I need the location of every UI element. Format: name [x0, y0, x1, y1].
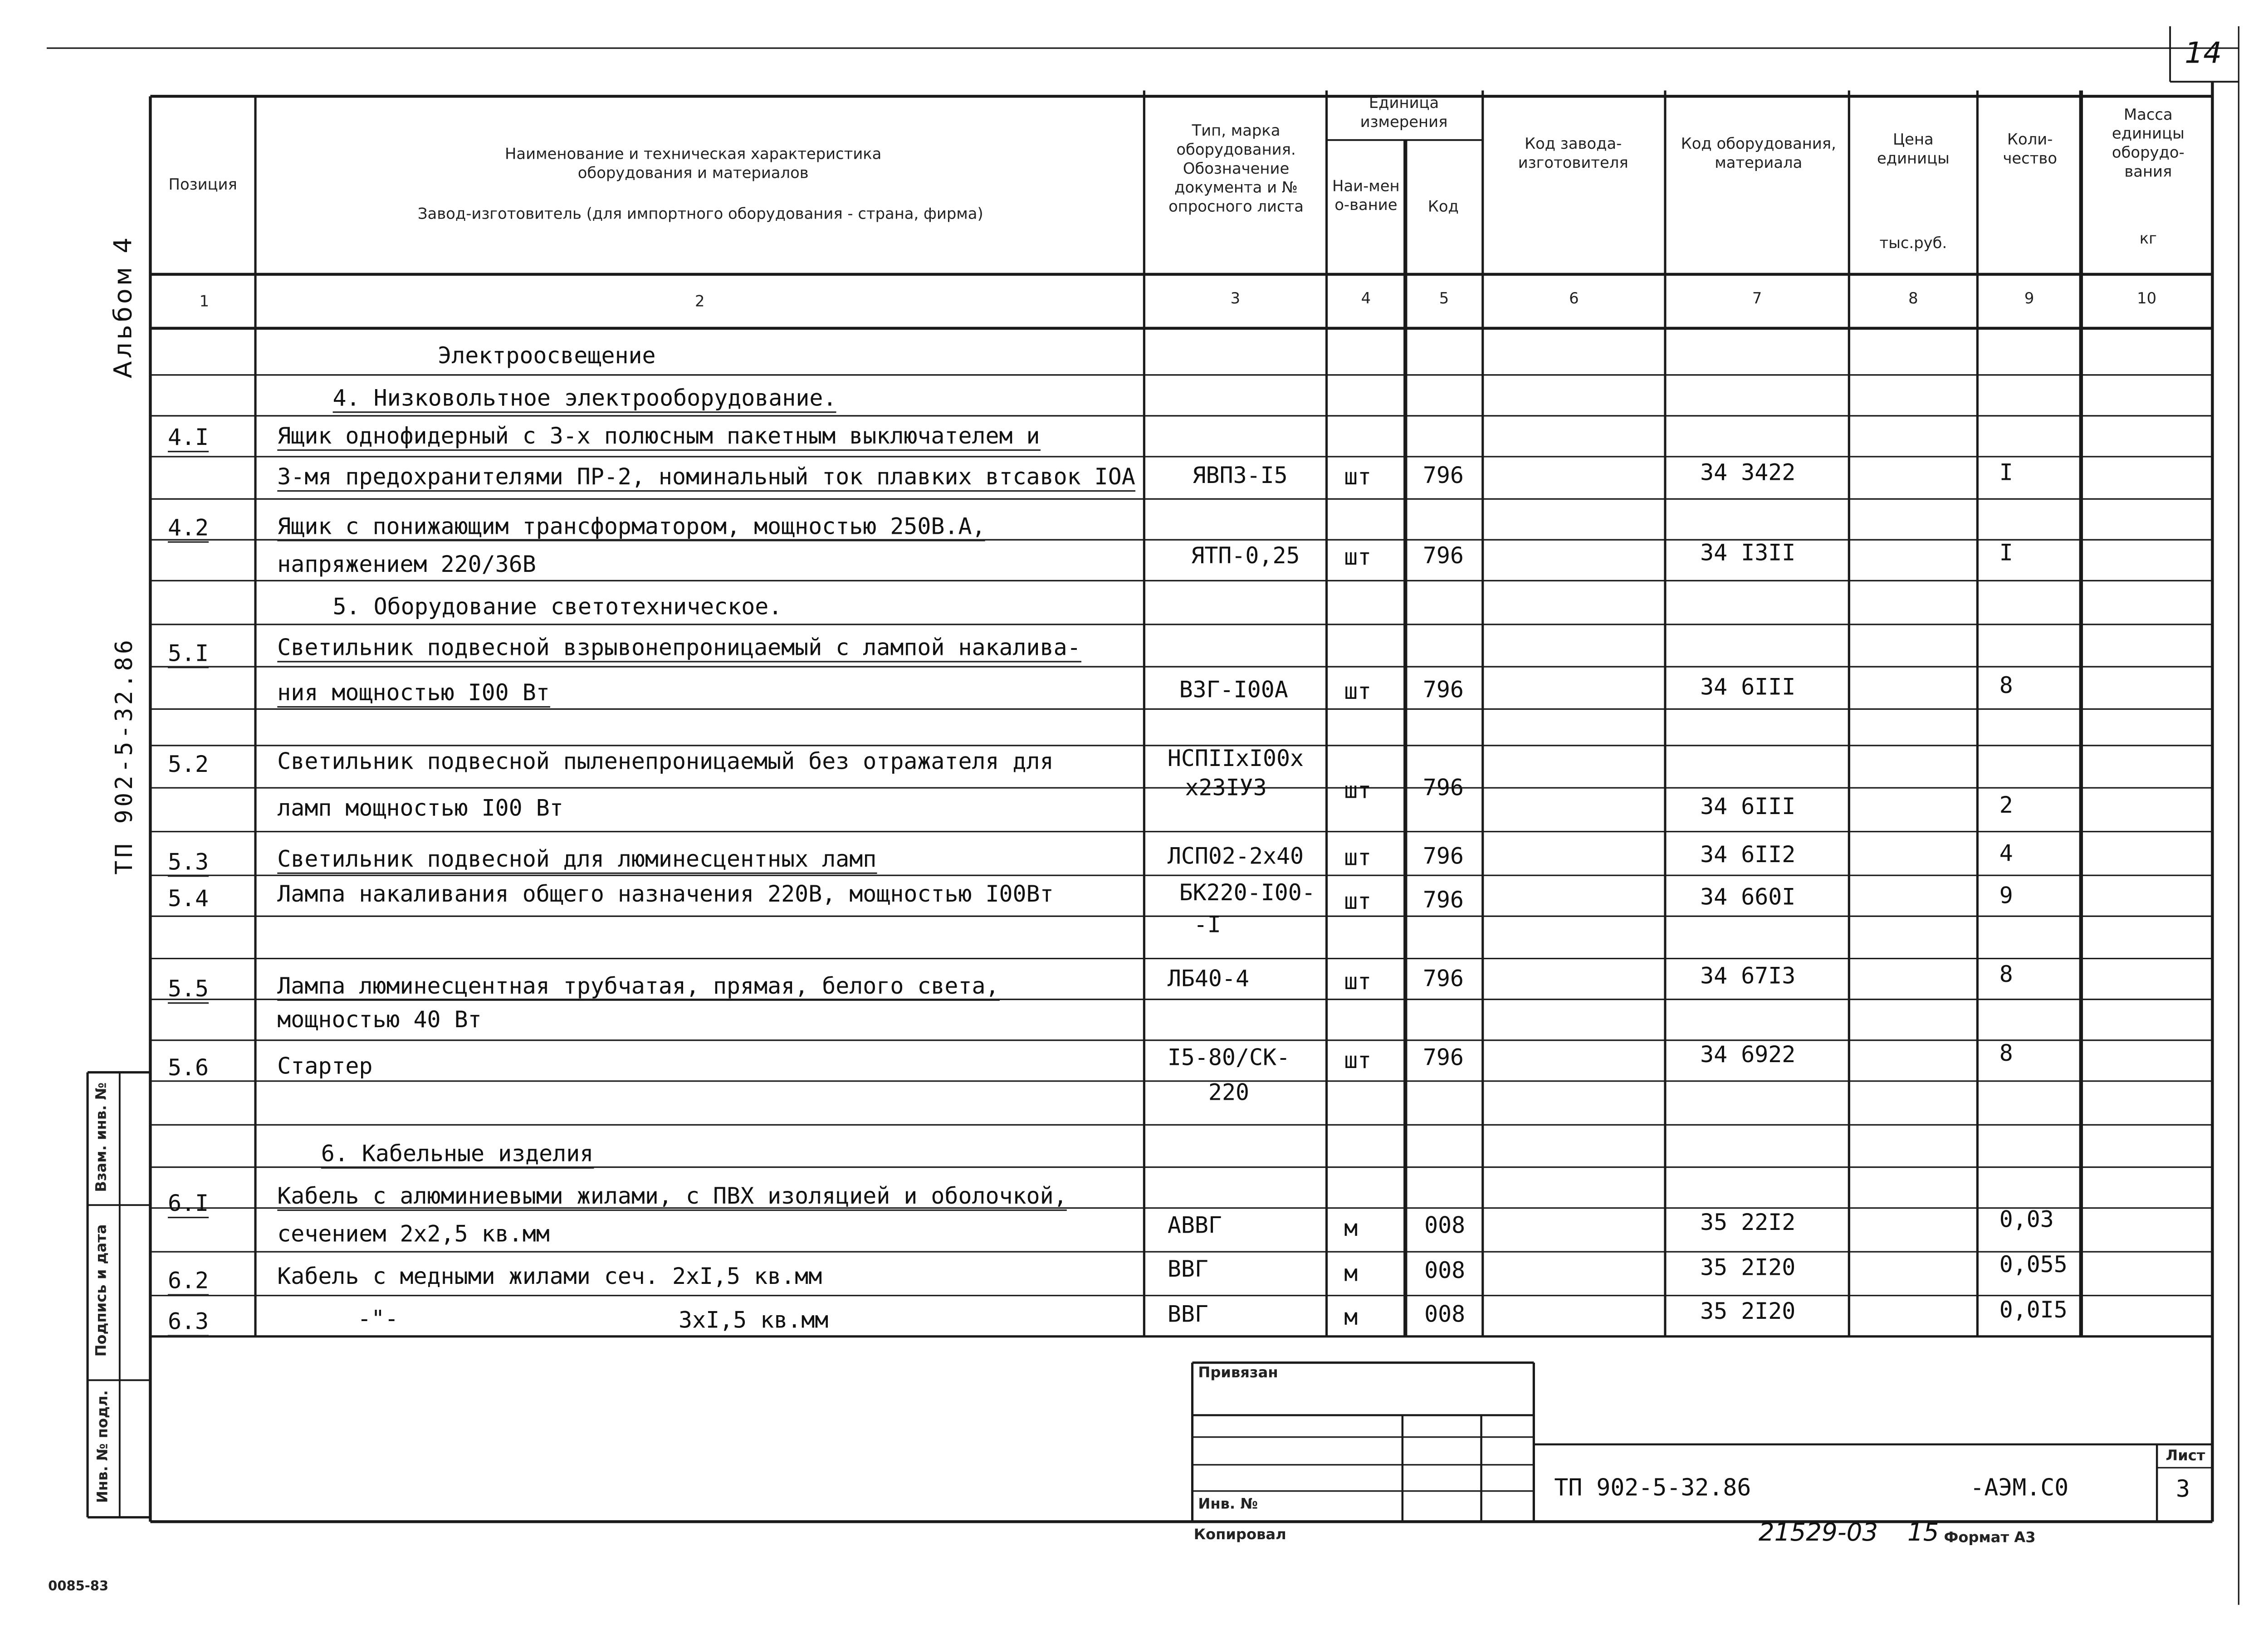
- name-4-1-line2: 3-мя предохранителями ПР-2, номинальный ток плавких втсавок IOA: [277, 464, 1135, 492]
- header-unit: Единица измерения: [1360, 95, 1448, 132]
- corner-code: 0085-83: [48, 1580, 109, 1595]
- qty-6-2: 0,055: [1999, 1252, 2068, 1278]
- section-6: 6. Кабельные изделия: [321, 1141, 593, 1169]
- pos-5-3: 5.3: [168, 849, 209, 877]
- document-designation: ТП 902-5-32.86: [1554, 1473, 1751, 1502]
- type-5-2-line2: x23IУ3: [1185, 775, 1267, 801]
- stamp-inv-original: Инв. № подл.: [95, 1390, 112, 1503]
- pos-6-2: 6.2: [168, 1268, 209, 1296]
- header-mass-unit: кг: [2139, 230, 2157, 248]
- header-position: Позиция: [168, 176, 237, 194]
- sheet-number: 14: [2185, 35, 2222, 70]
- mcode-5-1: 34 6III: [1700, 674, 1796, 701]
- unit-6-3: м: [1344, 1304, 1358, 1331]
- name-5-2-line1: Светильник подвесной пыленепроницаемый без отражателя для: [277, 748, 1054, 775]
- sheet-number-footer: 3: [2175, 1475, 2190, 1503]
- type-5-2-line1: НСПIIxI00x: [1167, 745, 1304, 772]
- col-num-5: 5: [1439, 290, 1449, 308]
- section-lighting: Электроосвещение: [438, 342, 656, 369]
- col-num-10: 10: [2137, 290, 2157, 308]
- unit-4-2: шт: [1344, 544, 1372, 571]
- type-5-6-line2: 220: [1208, 1079, 1250, 1106]
- type-4-2: ЯТП-0,25: [1191, 542, 1300, 569]
- qty-4-1: I: [1999, 459, 2013, 486]
- qty-5-2: 2: [1999, 792, 2013, 819]
- mcode-5-5: 34 67I3: [1700, 963, 1796, 990]
- unit-5-6: шт: [1344, 1047, 1372, 1074]
- code-5-2: 796: [1422, 775, 1464, 801]
- type-6-3: ВВГ: [1167, 1301, 1208, 1328]
- name-4-2-line2: напряжением 220/36В: [277, 551, 536, 578]
- header-material-code: Код оборудования, материала: [1681, 136, 1836, 172]
- col-num-6: 6: [1569, 290, 1579, 308]
- ditto-6-3: -"-: [357, 1306, 399, 1332]
- header-unit-name: Наи-мено-вание: [1332, 178, 1400, 215]
- unit-6-2: м: [1344, 1260, 1358, 1287]
- name-5-4: Лампа накаливания общего назначения 220В, мощностью I00Вт: [277, 881, 1054, 907]
- pos-5-5: 5.5: [168, 976, 209, 1004]
- pos-5-4: 5.4: [167, 885, 209, 912]
- mcode-6-3: 35 2I20: [1700, 1298, 1796, 1325]
- header-name: Наименование и техническая характеристика оборудования и материалов: [505, 146, 882, 183]
- kopiroval-label: Копировал: [1193, 1527, 1286, 1544]
- code-5-5: 796: [1422, 966, 1464, 992]
- qty-5-4: 9: [1999, 883, 2013, 909]
- stamp-signature-date: Подпись и дата: [94, 1224, 110, 1357]
- format-label: Формат А3: [1944, 1530, 2036, 1547]
- pos-6-3: 6.3: [168, 1309, 209, 1336]
- code-5-4: 796: [1422, 887, 1464, 913]
- qty-5-3: 4: [1999, 840, 2013, 867]
- mcode-5-4: 34 660I: [1700, 884, 1796, 911]
- archive-number: 21529-03: [1758, 1518, 1878, 1548]
- qty-6-3: 0,0I5: [1999, 1297, 2068, 1323]
- name-5-1-line1: Светильник подвесной взрывонепроницаемый с лампой накалива-: [277, 634, 1080, 662]
- qty-5-5: 8: [1999, 961, 2013, 988]
- mcode-4-1: 34 3422: [1700, 459, 1796, 486]
- qty-6-1: 0,03: [1999, 1206, 2054, 1233]
- col-num-2: 2: [694, 293, 705, 311]
- header-price-unit: тыс.руб.: [1879, 234, 1947, 253]
- name-6-1-line1: Кабель с алюминиевыми жилами, с ПВХ изоляцией и оболочкой,: [277, 1183, 1067, 1211]
- project-code-side: ТП 902-5-32.86: [110, 637, 138, 875]
- name-5-2-line2: ламп мощностью I00 Вт: [277, 795, 563, 822]
- pos-5-2: 5.2: [167, 751, 209, 778]
- type-4-1: ЯВПЗ-I5: [1192, 462, 1288, 489]
- col-num-9: 9: [2024, 290, 2034, 308]
- name-5-5-line1: Лампа люминесцентная трубчатая, прямая, белого света,: [277, 973, 999, 1001]
- type-6-1: АВВГ: [1167, 1212, 1222, 1239]
- type-5-4-line2: -I: [1193, 912, 1221, 938]
- unit-5-4: шт: [1344, 888, 1372, 915]
- unit-6-1: м: [1344, 1215, 1358, 1242]
- type-5-4-line1: БК220-I00-: [1179, 879, 1315, 906]
- unit-5-1: шт: [1344, 678, 1372, 705]
- pos-5-1: 5.I: [168, 640, 209, 668]
- name-6-2: Кабель с медными жилами сеч. 2xI,5 кв.мм: [277, 1263, 822, 1290]
- col-num-4: 4: [1361, 290, 1371, 308]
- col-num-3: 3: [1230, 290, 1241, 308]
- section-5: 5. Оборудование светотехническое.: [332, 594, 782, 620]
- qty-5-1: 8: [1999, 673, 2013, 699]
- pos-4-1: 4.I: [168, 424, 209, 452]
- code-4-2: 796: [1422, 542, 1464, 569]
- code-5-6: 796: [1422, 1044, 1464, 1071]
- archive-sheet: 15: [1907, 1518, 1939, 1548]
- document-mark: -АЭМ.С0: [1970, 1473, 2069, 1502]
- code-6-2: 008: [1424, 1258, 1466, 1284]
- qty-4-2: I: [1999, 540, 2013, 566]
- col-num-7: 7: [1752, 290, 1762, 308]
- name-5-3: Светильник подвесной для люминесцентных ламп: [277, 846, 876, 874]
- header-quantity: Коли-чество: [2003, 131, 2058, 168]
- code-5-1: 796: [1422, 677, 1464, 703]
- album-label: Альбом 4: [109, 234, 139, 378]
- unit-5-5: шт: [1344, 969, 1372, 995]
- stamp-replace-inv: Взам. инв. №: [94, 1082, 110, 1192]
- type-6-2: ВВГ: [1167, 1256, 1208, 1283]
- code-6-3: 008: [1424, 1301, 1466, 1328]
- section-4: 4. Низковольтное электрооборудование.: [333, 385, 837, 413]
- header-unit-code: Код: [1427, 198, 1459, 216]
- name-4-2-line1: Ящик с понижающим трансформатором, мощностью 250В.А,: [277, 513, 985, 541]
- col-num-1: 1: [199, 293, 210, 311]
- type-5-6-line1: I5-80/СК-: [1167, 1044, 1290, 1071]
- name-5-5-line2: мощностью 40 Вт: [277, 1006, 482, 1033]
- pos-4-2: 4.2: [168, 515, 209, 543]
- header-manufacturer: Завод-изготовитель (для импортного оборудования - страна, фирма): [417, 205, 983, 224]
- code-4-1: 796: [1422, 462, 1464, 489]
- name-6-1-line2: сечением 2x2,5 кв.мм: [277, 1221, 550, 1248]
- name-5-6: Стартер: [277, 1053, 373, 1080]
- name-6-3: 3xI,5 кв.мм: [679, 1307, 829, 1334]
- header-mass: Масса единицы оборудо-вания: [2112, 106, 2185, 181]
- header-price: Цена единицы: [1877, 131, 1950, 168]
- unit-5-2: шт: [1344, 777, 1372, 804]
- code-6-1: 008: [1424, 1212, 1466, 1239]
- pos-6-1: 6.I: [168, 1190, 209, 1218]
- code-5-3: 796: [1422, 843, 1464, 870]
- type-5-3: ЛСП02-2x40: [1167, 843, 1304, 870]
- sheet-label: Лист: [2165, 1449, 2205, 1465]
- qty-5-6: 8: [1999, 1040, 2013, 1067]
- mcode-5-3: 34 6II2: [1700, 842, 1796, 868]
- name-5-1-line2: ния мощностью I00 Вт: [277, 680, 549, 707]
- type-5-5: ЛБ40-4: [1167, 966, 1250, 992]
- privyazan-label: Привязан: [1198, 1366, 1278, 1382]
- header-type: Тип, марка оборудования. Обозначение документа и № опросного листа: [1168, 122, 1304, 216]
- header-factory-code: Код завода-изготовителя: [1518, 136, 1628, 172]
- col-num-8: 8: [1908, 290, 1918, 308]
- mcode-6-1: 35 22I2: [1700, 1209, 1796, 1236]
- name-4-1-line1: Ящик однофидерный с 3-х полюсным пакетным выключателем и: [277, 423, 1040, 451]
- mcode-5-2: 34 6III: [1700, 794, 1796, 820]
- mcode-4-2: 34 I3II: [1700, 540, 1796, 566]
- type-5-1: ВЗГ-I00А: [1179, 677, 1288, 703]
- unit-4-1: шт: [1344, 464, 1372, 490]
- mcode-5-6: 34 6922: [1700, 1041, 1796, 1068]
- pos-5-6: 5.6: [167, 1054, 209, 1081]
- inv-label: Инв. №: [1198, 1497, 1258, 1513]
- unit-5-3: шт: [1344, 844, 1372, 871]
- mcode-6-2: 35 2I20: [1700, 1254, 1796, 1281]
